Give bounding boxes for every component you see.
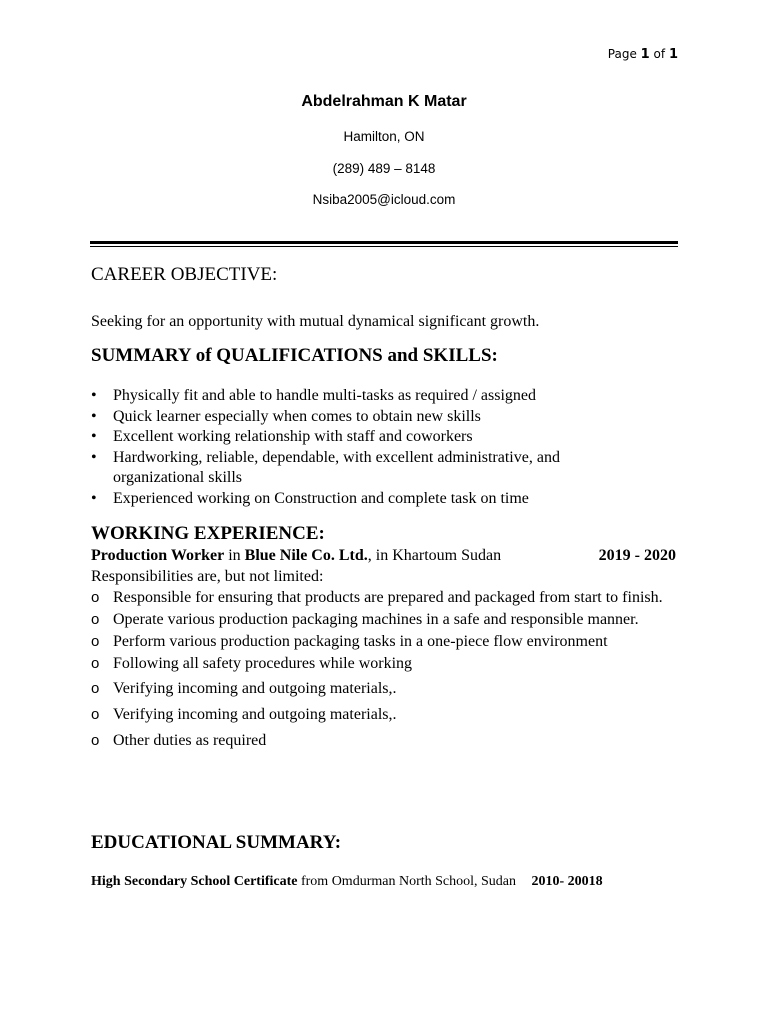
circle-bullet-icon: o	[91, 633, 100, 650]
list-item: o Operate various production packaging machines in a safe and responsible manner.	[91, 609, 681, 631]
career-objective-text: Seeking for an opportunity with mutual dynamical significant growth.	[91, 313, 540, 330]
bullet-icon: •	[91, 407, 97, 425]
list-item: • Experienced working on Construction and complete task on time	[91, 489, 651, 510]
experience-heading: WORKING EXPERIENCE:	[91, 523, 325, 544]
header-divider-thin	[90, 246, 678, 247]
bullet-icon: •	[91, 387, 97, 404]
circle-bullet-icon: o	[91, 732, 100, 749]
list-item: o Responsible for ensuring that products are prepared and packaged from start to finish.	[91, 587, 681, 609]
list-item: o Other duties as required	[91, 730, 681, 752]
list-item: o Verifying incoming and outgoing materials,.	[91, 704, 681, 726]
company-name: Blue Nile Co. Ltd.	[244, 547, 368, 564]
applicant-phone: (289) 489 – 8148	[332, 161, 436, 176]
job-years: 2019 - 2020	[598, 547, 676, 564]
page-indicator	[608, 47, 678, 62]
page-total: 1	[668, 47, 678, 62]
circle-bullet-icon: o	[91, 655, 100, 672]
skills-heading: SUMMARY of QUALIFICATIONS and SKILLS:	[91, 345, 498, 366]
certificate-name: High Secondary School Certificate	[91, 874, 298, 889]
bullet-icon: •	[91, 428, 97, 445]
page-current: 1	[640, 47, 650, 62]
bullet-icon: •	[91, 448, 97, 466]
circle-bullet-icon: o	[91, 611, 100, 628]
job-location: , in Khartoum Sudan	[367, 547, 502, 564]
list-item: • Quick learner especially when comes to obtain new skills	[91, 407, 651, 428]
circle-bullet-icon: o	[91, 589, 100, 606]
applicant-email: Nsiba2005@icloud.com	[312, 192, 456, 207]
circle-bullet-icon: o	[91, 706, 100, 723]
responsibilities-intro: Responsibilities are, but not limited:	[91, 568, 324, 585]
bullet-icon: •	[91, 489, 97, 507]
page-of: of	[653, 47, 666, 61]
responsibilities-list	[91, 587, 681, 752]
header-divider-thick	[90, 241, 678, 244]
list-item: • Hardworking, reliable, dependable, with excellent administrative, and organizational skills	[91, 448, 560, 486]
job-line: Production Worker in Blue Nile Co. Ltd., in Khartoum Sudan 2019 - 2020	[91, 547, 676, 564]
list-item: o Verifying incoming and outgoing materials,.	[91, 678, 681, 700]
skills-list	[91, 386, 651, 509]
education-heading: EDUCATIONAL SUMMARY:	[91, 832, 342, 853]
applicant-name: Abdelrahman K Matar	[301, 93, 467, 110]
education-line	[91, 873, 603, 891]
circle-bullet-icon: o	[91, 680, 100, 697]
education-years: 2010- 20018	[531, 874, 603, 889]
career-objective-heading: CAREER OBJECTIVE:	[91, 264, 278, 285]
page-label: Page	[607, 47, 637, 61]
list-item: • Physically fit and able to handle multi-tasks as required / assigned	[91, 386, 651, 407]
applicant-location: Hamilton, ON	[343, 129, 425, 144]
list-item: • Excellent working relationship with staff and coworkers	[91, 427, 651, 448]
job-title: Production Worker	[91, 547, 225, 564]
list-item: o Following all safety procedures while working	[91, 653, 681, 675]
school-name: from Omdurman North School, Sudan	[297, 874, 517, 889]
list-item: o Perform various production packaging tasks in a one-piece flow environment	[91, 631, 681, 653]
